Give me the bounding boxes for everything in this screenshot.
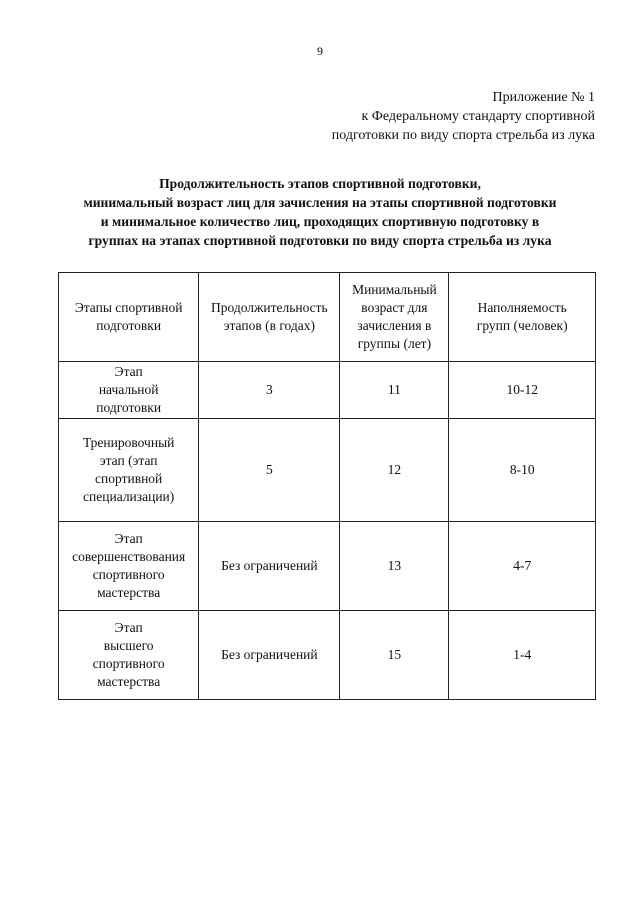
- cell-min-age: 11: [340, 362, 449, 419]
- title-line-2: минимальный возраст лиц для зачисления на этапы спортивной подготовки: [83, 195, 557, 210]
- appendix-line-2: к Федеральному стандарту спортивной: [361, 109, 595, 124]
- appendix-line-1: Приложение № 1: [492, 90, 595, 105]
- cell-duration: 3: [199, 362, 340, 419]
- table-row: [59, 419, 596, 522]
- table-row: [59, 522, 596, 611]
- cell-stage: Этап начальной подготовки: [59, 362, 199, 419]
- page-number: 9: [317, 44, 323, 58]
- cell-duration: Без ограничений: [199, 611, 340, 700]
- table-row: [59, 362, 596, 419]
- cell-min-age: 13: [340, 522, 449, 611]
- document-title: [40, 174, 600, 250]
- title-line-3: и минимальное количество лиц, проходящих спортивную подготовку в: [100, 214, 540, 229]
- cell-group-size: 8-10: [449, 419, 596, 522]
- cell-group-size: 1-4: [449, 611, 596, 700]
- cell-group-size: 4-7: [449, 522, 596, 611]
- header-group-size: Наполняемость групп (человек): [449, 273, 596, 362]
- appendix-header: [235, 88, 595, 145]
- cell-stage: Этап высшего спортивного мастерства: [59, 611, 199, 700]
- cell-stage: Тренировочный этап (этап спортивной специализации): [59, 419, 199, 522]
- cell-min-age: 12: [340, 419, 449, 522]
- cell-duration: 5: [199, 419, 340, 522]
- header-stage: Этапы спортивной подготовки: [59, 273, 199, 362]
- header-min-age: Минимальный возраст для зачисления в группы (лет): [340, 273, 449, 362]
- title-line-1: Продолжительность этапов спортивной подготовки,: [159, 176, 481, 191]
- title-line-4: группах на этапах спортивной подготовки по виду спорта стрельба из лука: [88, 233, 552, 248]
- header-duration: Продолжительность этапов (в годах): [199, 273, 340, 362]
- cell-group-size: 10-12: [449, 362, 596, 419]
- table-row: [59, 611, 596, 700]
- table-header-row: [59, 273, 596, 362]
- stages-table: [58, 272, 596, 700]
- cell-duration: Без ограничений: [199, 522, 340, 611]
- appendix-line-3: подготовки по виду спорта стрельба из лука: [331, 128, 595, 143]
- cell-stage: Этап совершенствования спортивного мастерства: [59, 522, 199, 611]
- cell-min-age: 15: [340, 611, 449, 700]
